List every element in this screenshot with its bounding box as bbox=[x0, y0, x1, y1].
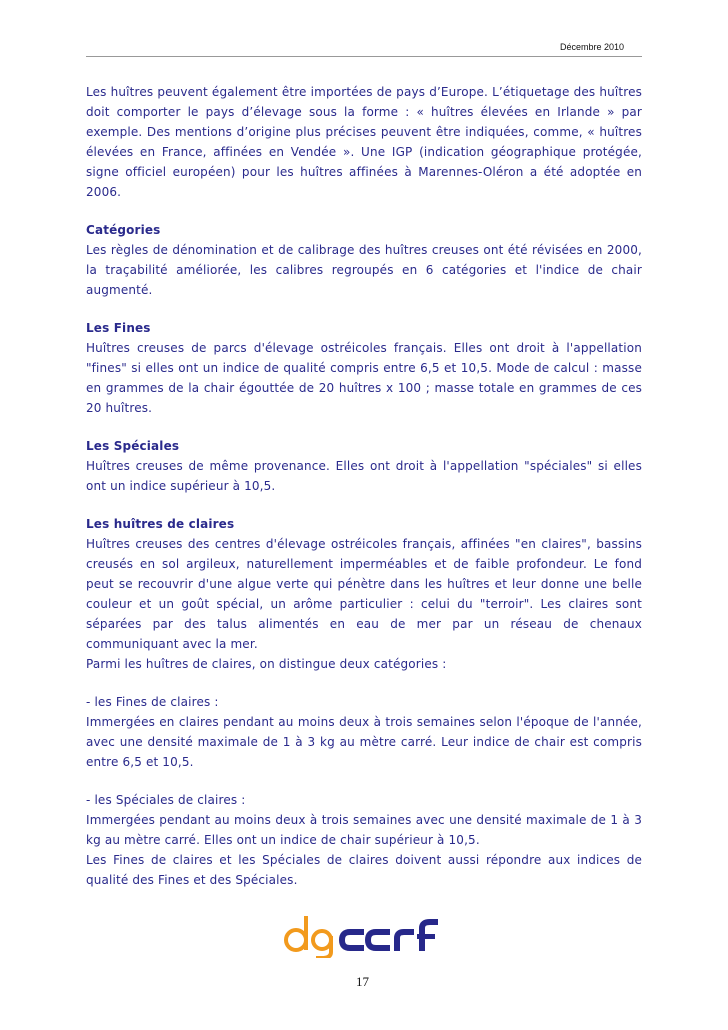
fines-claires-heading: - les Fines de claires : bbox=[86, 695, 219, 709]
document-body bbox=[86, 82, 642, 890]
header-divider bbox=[86, 56, 642, 57]
fines-claires-paragraph: Immergées en claires pendant au moins deux à trois semaines selon l'époque de l'année, avec une densité maximale de 1 à 3 kg au mètre carré. Leur indice de chair est compris entre 6,5 et 10,5. bbox=[86, 715, 642, 769]
speciales-claires-paragraph: Immergées pendant au moins deux à trois semaines avec une densité maximale de 1 à 3 kg au mètre carré. Elles ont un indice de chair supérieur à 10,5. bbox=[86, 813, 642, 847]
page-number: 17 bbox=[356, 974, 369, 989]
speciales-heading: Les Spéciales bbox=[86, 439, 180, 453]
claires-categories-intro: Parmi les huîtres de claires, on distingue deux catégories : bbox=[86, 657, 447, 671]
claires-heading: Les huîtres de claires bbox=[86, 517, 235, 531]
speciales-paragraph: Huîtres creuses de même provenance. Elles ont droit à l'appellation "spéciales" si elles ont un indice supérieur à 10,5. bbox=[86, 459, 642, 493]
categories-heading: Catégories bbox=[86, 223, 161, 237]
claires-paragraph: Huîtres creuses des centres d'élevage ostréicoles français, affinées "en claires", bassins creusés en sol argileux, naturellement imperméables et de faible profondeur. Le fond peut se recouvrir d'une algue verte qui pénètre dans les huîtres et leur donne une belle couleur et un goût spécial, un arôme particulier : celui du "terroir". Les claires sont séparées par des talus alimentés en eau de mer par un réseau de chenaux communiquant avec la mer. bbox=[86, 537, 642, 651]
conclusion-paragraph: Les Fines de claires et les Spéciales de claires doivent aussi répondre aux indices de qualité des Fines et des Spéciales. bbox=[86, 853, 642, 887]
intro-paragraph: Les huîtres peuvent également être importées de pays d’Europe. L’étiquetage des huîtres doit comporter le pays d’élevage sous la forme : « huîtres élevées en Irlande » par exemple. Des mentions d’origine plus précises peuvent être indiquées, comme, « huîtres élevées en France, affinées en Vendée ». Une IGP (indication géographique protégée, signe officiel européen) pour les huîtres affinées à Marennes-Oléron a été adoptée en 2006. bbox=[86, 85, 642, 199]
dgccrf-logo bbox=[282, 910, 452, 958]
fines-paragraph: Huîtres creuses de parcs d'élevage ostréicoles français. Elles ont droit à l'appellation "fines" si elles ont un indice de qualité compris entre 6,5 et 10,5. Mode de calcul : masse en grammes de la chair égouttée de 20 huîtres x 100 ; masse totale en grammes de ces 20 huîtres. bbox=[86, 341, 642, 415]
fines-heading: Les Fines bbox=[86, 321, 151, 335]
speciales-claires-heading: - les Spéciales de claires : bbox=[86, 793, 246, 807]
categories-paragraph: Les règles de dénomination et de calibrage des huîtres creuses ont été révisées en 2000, la traçabilité améliorée, les calibres regroupés en 6 catégories et l'indice de chair augmenté. bbox=[86, 243, 642, 297]
header-date: Décembre 2010 bbox=[560, 42, 625, 52]
